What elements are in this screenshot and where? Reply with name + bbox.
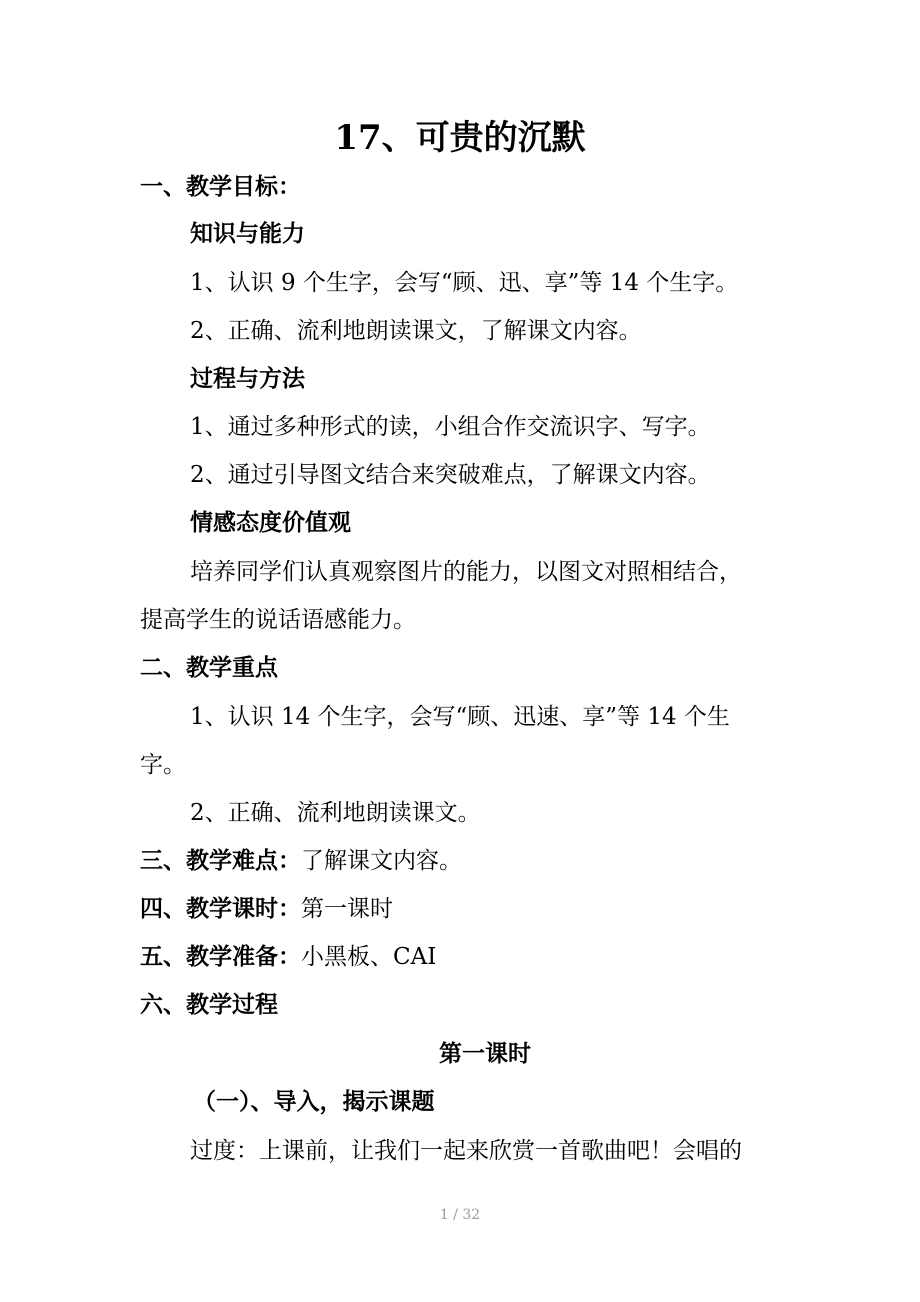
section-label: 三、教学难点： bbox=[140, 848, 301, 874]
section-label: 四、教学课时： bbox=[140, 896, 301, 922]
objective-item: 1、通过多种形式的读，小组合作交流识字、写字。 bbox=[190, 414, 711, 440]
document-title: 17、可贵的沉默 bbox=[334, 118, 586, 158]
section-value: 了解课文内容。 bbox=[301, 848, 462, 874]
subheading-knowledge: 知识与能力 bbox=[190, 221, 305, 247]
section-heading-objectives: 一、教学目标： bbox=[140, 174, 301, 200]
key-point-item-continued: 字。 bbox=[140, 752, 186, 778]
section-heading-key-points: 二、教学重点 bbox=[140, 655, 278, 681]
section-value: 小黑板、CAI bbox=[301, 944, 437, 970]
objective-item: 1、认识 9 个生字，会写“顾、迅、享”等 14 个生字。 bbox=[190, 270, 739, 296]
subheading-process: 过程与方法 bbox=[190, 366, 305, 392]
section-label: 五、教学准备： bbox=[140, 944, 301, 970]
paragraph-line: 提高学生的说话语感能力。 bbox=[140, 607, 416, 633]
session-title: 第一课时 bbox=[439, 1041, 531, 1067]
key-point-item: 1、认识 14 个生字，会写“顾、迅速、享”等 14 个生 bbox=[190, 704, 730, 730]
paragraph-line: 过度：上课前，让我们一起来欣赏一首歌曲吧！会唱的 bbox=[190, 1138, 742, 1164]
objective-item: 2、通过引导图文结合来突破难点，了解课文内容。 bbox=[190, 462, 711, 488]
key-point-item: 2、正确、流利地朗读课文。 bbox=[190, 800, 481, 826]
part-heading: （一）、导入，揭示课题 bbox=[193, 1089, 435, 1115]
page-indicator: 1 / 32 bbox=[439, 1207, 481, 1223]
section-difficulty bbox=[140, 846, 462, 876]
section-preparation bbox=[140, 942, 436, 972]
subheading-values: 情感态度价值观 bbox=[190, 510, 351, 536]
section-value: 第一课时 bbox=[301, 896, 393, 922]
section-heading-process: 六、教学过程 bbox=[140, 992, 278, 1018]
section-class-hours bbox=[140, 894, 393, 924]
paragraph-line: 培养同学们认真观察图片的能力，以图文对照相结合， bbox=[190, 559, 742, 585]
objective-item: 2、正确、流利地朗读课文，了解课文内容。 bbox=[190, 318, 642, 344]
